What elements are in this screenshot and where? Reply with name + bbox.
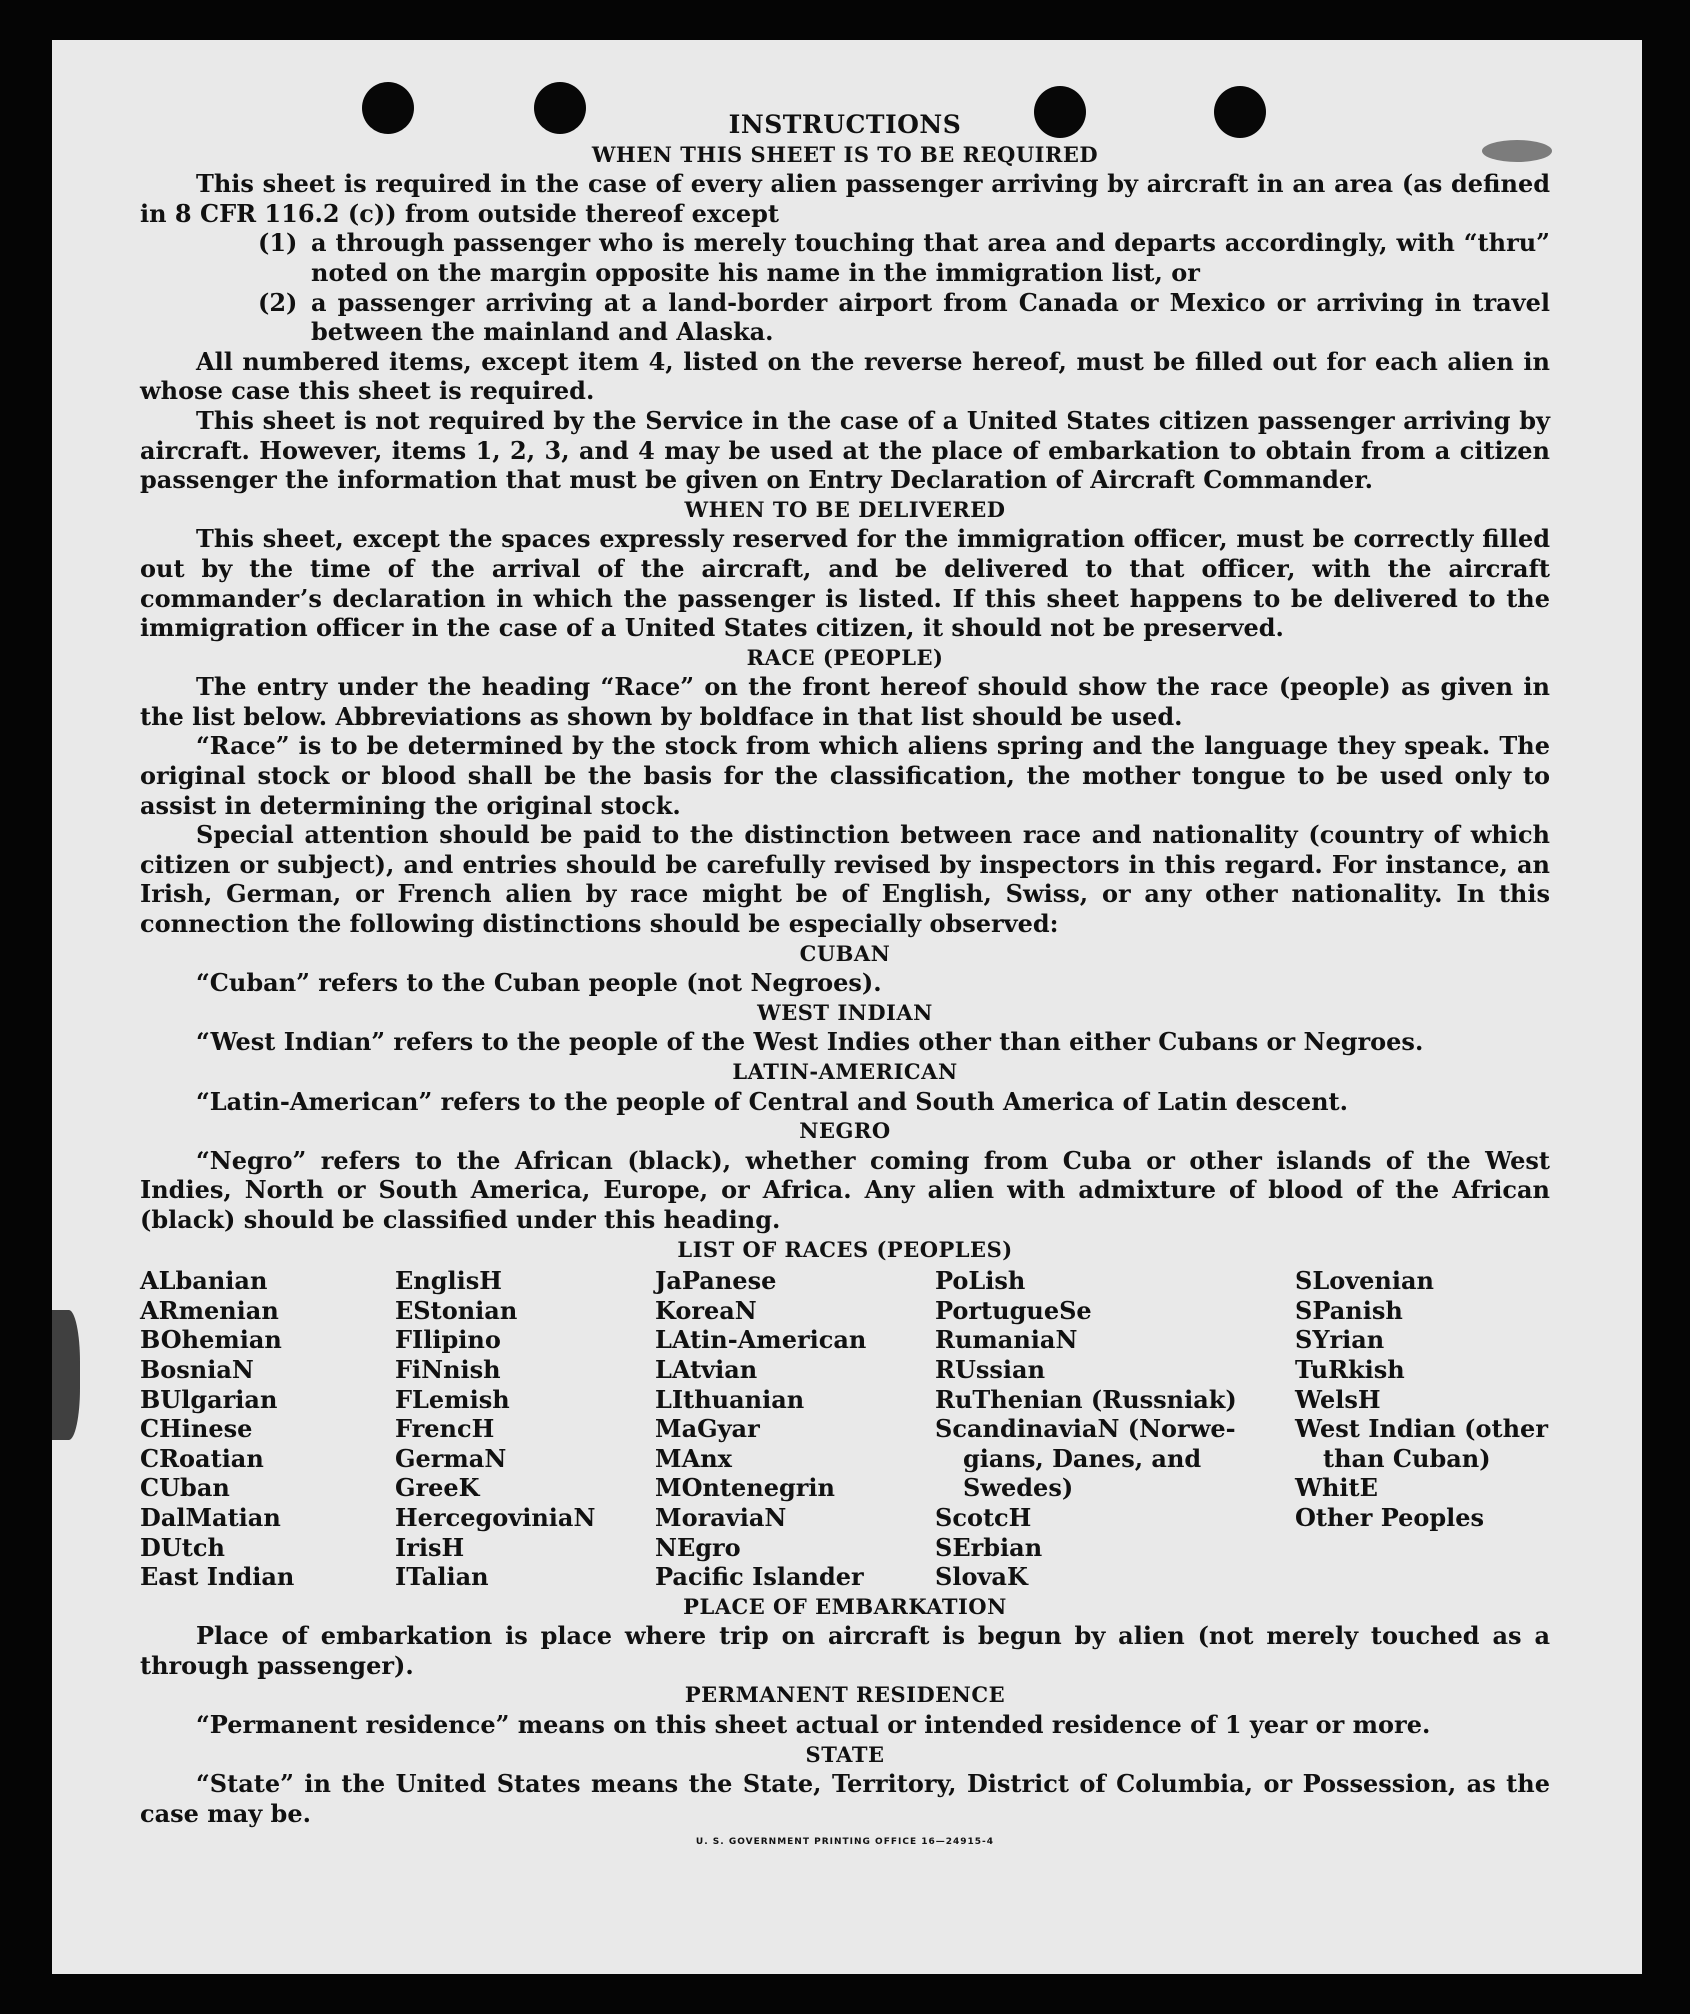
race-entry: FLemish [395,1384,510,1414]
race-entry: IrisH [395,1532,465,1562]
race-entry-continuation: than Cuban) [1323,1443,1491,1473]
race-entry: CUban [140,1473,230,1503]
race-entry: JaPanese [655,1266,777,1296]
race-entry: LIthuanian [655,1384,805,1414]
paragraph: “Permanent residence” means on this sheet actual or intended residence of 1 year or more. [196,1710,1431,1740]
section-heading-negro: NEGRO [799,1118,891,1144]
section-heading-permanent-residence: PERMANENT RESIDENCE [684,1682,1006,1708]
paragraph: All numbered items, except item 4, listed on the reverse hereof, must be filled out for each alien in whose case this sheet is required. [140,346,1550,406]
paragraph: This sheet, except the spaces expressly reserved for the immigration officer, must be correctly filled out by the time of the arrival of the aircraft, and be delivered to that officer, with the aircraft commander’s declaration in which the passenger is listed. If this sheet happens to be delivered to the immigration officer in the case of a United States citizen, it should not be preserved. [140,524,1550,643]
race-entry: EnglisH [395,1266,502,1296]
race-entry: West Indian (other [1295,1414,1548,1444]
race-entry: WelsH [1295,1384,1381,1414]
race-entry: WhitE [1295,1473,1378,1503]
paragraph: “Latin-American” refers to the people of Central and South America of Latin descent. [196,1086,1348,1116]
races-column [655,1266,935,1592]
races-column [395,1266,655,1592]
race-entry: GermaN [395,1443,507,1473]
section-heading-cuban: CUBAN [799,940,891,966]
races-list [140,1266,1550,1592]
paragraph: Special attention should be paid to the distinction between race and nationality (country of which citizen or subject), and entries should be carefully revised by inspectors in this regard. For instance, an Irish, German, or French alien by race might be of English, Swiss, or any other nationality. In this connection the following distinctions should be especially observed: [140,820,1550,939]
race-entry: BOhemian [140,1325,282,1355]
race-entry: LAtvian [655,1354,758,1384]
race-entry: ALbanian [140,1266,268,1296]
race-entry: SPanish [1295,1295,1403,1325]
paragraph: “Cuban” refers to the Cuban people (not Negroes). [196,968,882,998]
section-heading-when-delivered: WHEN TO BE DELIVERED [684,496,1006,522]
race-entry: East Indian [140,1562,295,1592]
race-entry: MoraviaN [655,1502,787,1532]
races-column [140,1266,395,1592]
paragraph: “West Indian” refers to the people of the West Indies other than either Cubans or Negroes. [196,1027,1424,1057]
race-entry: MAnx [655,1443,732,1473]
race-entry: KoreaN [655,1295,757,1325]
race-entry-continuation: gians, Danes, and [963,1443,1202,1473]
item-number: (1) [258,228,298,258]
section-heading-latin-american: LATIN-AMERICAN [732,1059,958,1084]
paragraph: The entry under the heading “Race” on the front hereof should show the race (people) as given in the list below. Abbreviations as shown by boldface in that list should be used. [140,672,1550,731]
list-item [140,228,1550,287]
printer-imprint: U. S. GOVERNMENT PRINTING OFFICE 16—24915-4 [695,1837,995,1848]
race-entry: SlovaK [935,1562,1028,1592]
paragraph: “Negro” refers to the African (black), whether coming from Cuba or other islands of the West Indies, North or South America, Europe, or Africa. Any alien with admixture of blood of the African (black) should be classified under this heading. [140,1145,1550,1234]
race-entry: CHinese [140,1414,253,1444]
race-entry: Pacific Islander [655,1562,864,1592]
race-entry: CRoatian [140,1443,264,1473]
race-entry: DalMatian [140,1502,281,1532]
item-number: (2) [258,287,298,317]
race-entry: SErbian [935,1532,1043,1562]
race-entry: SYrian [1295,1325,1385,1355]
race-entry: ITalian [395,1562,489,1592]
race-entry: RUssian [935,1354,1046,1384]
section-heading-embarkation: PLACE OF EMBARKATION [683,1593,1007,1619]
page-title: INSTRUCTIONS [728,110,962,139]
race-entry: SLovenian [1295,1266,1434,1296]
race-entry: HercegoviniaN [395,1502,596,1532]
race-entry: BUlgarian [140,1384,278,1414]
race-entry: FiNnish [395,1354,501,1384]
ink-smudge [52,1310,80,1440]
race-entry: RumaniaN [935,1325,1078,1355]
race-entry: ScandinaviaN (Norwe- [935,1414,1236,1444]
race-entry: PortugueSe [935,1295,1092,1325]
race-entry: PoLish [935,1266,1026,1296]
section-heading-race: RACE (PEOPLE) [746,644,944,670]
race-entry: FIlipino [395,1325,501,1355]
race-entry: TuRkish [1295,1354,1405,1384]
document-page [52,40,1642,1974]
race-entry: DUtch [140,1532,225,1562]
race-entry: ScotcH [935,1502,1032,1532]
item-text: a passenger arriving at a land-border airport from Canada or Mexico or arriving in travel between the mainland and Alaska. [311,287,1550,347]
race-entry: EStonian [395,1295,518,1325]
race-entry: MOntenegrin [655,1473,835,1503]
paragraph: This sheet is required in the case of every alien passenger arriving by aircraft in an area (as defined in 8 CFR 116.2 (c)) from outside thereof except [140,169,1550,228]
race-entry-continuation: Swedes) [963,1473,1074,1503]
race-entry: GreeK [395,1473,480,1503]
races-column [1295,1266,1550,1592]
race-entry: RuThenian (Russniak) [935,1384,1237,1414]
section-heading-west-indian: WEST INDIAN [757,999,933,1025]
race-entry: ARmenian [140,1295,279,1325]
instructions-body [140,110,1550,1858]
paragraph: “State” in the United States means the State, Territory, District of Columbia, or Possession, as the case may be. [140,1769,1550,1828]
item-text: a through passenger who is merely touching that area and departs accordingly, with “thru” noted on the margin opposite his name in the immigration list, or [311,228,1550,287]
paragraph: Place of embarkation is place where trip on aircraft is begun by alien (not merely touched as a through passenger). [140,1621,1550,1680]
paragraph: This sheet is not required by the Service in the case of a United States citizen passenger arriving by aircraft. However, items 1, 2, 3, and 4 may be used at the place of embarkation to obtain from a citizen passenger the information that must be given on Entry Declaration of Aircraft Commander. [140,405,1550,495]
section-heading-when-required: WHEN THIS SHEET IS TO BE REQUIRED [591,141,1099,167]
race-entry: Other Peoples [1295,1502,1485,1532]
race-entry: MaGyar [655,1414,760,1444]
list-item [140,288,1550,347]
section-heading-list-of-races: LIST OF RACES (PEOPLES) [677,1236,1013,1262]
race-entry: LAtin-American [655,1325,867,1355]
race-entry: FrencH [395,1414,495,1444]
section-heading-state: STATE [805,1741,885,1767]
race-entry: NEgro [655,1532,741,1562]
races-column [935,1266,1295,1592]
race-entry: BosniaN [140,1354,254,1384]
paragraph: “Race” is to be determined by the stock from which aliens spring and the language they speak. The original stock or blood shall be the basis for the classification, the mother tongue to be used only to assist in determining the original stock. [140,731,1550,820]
